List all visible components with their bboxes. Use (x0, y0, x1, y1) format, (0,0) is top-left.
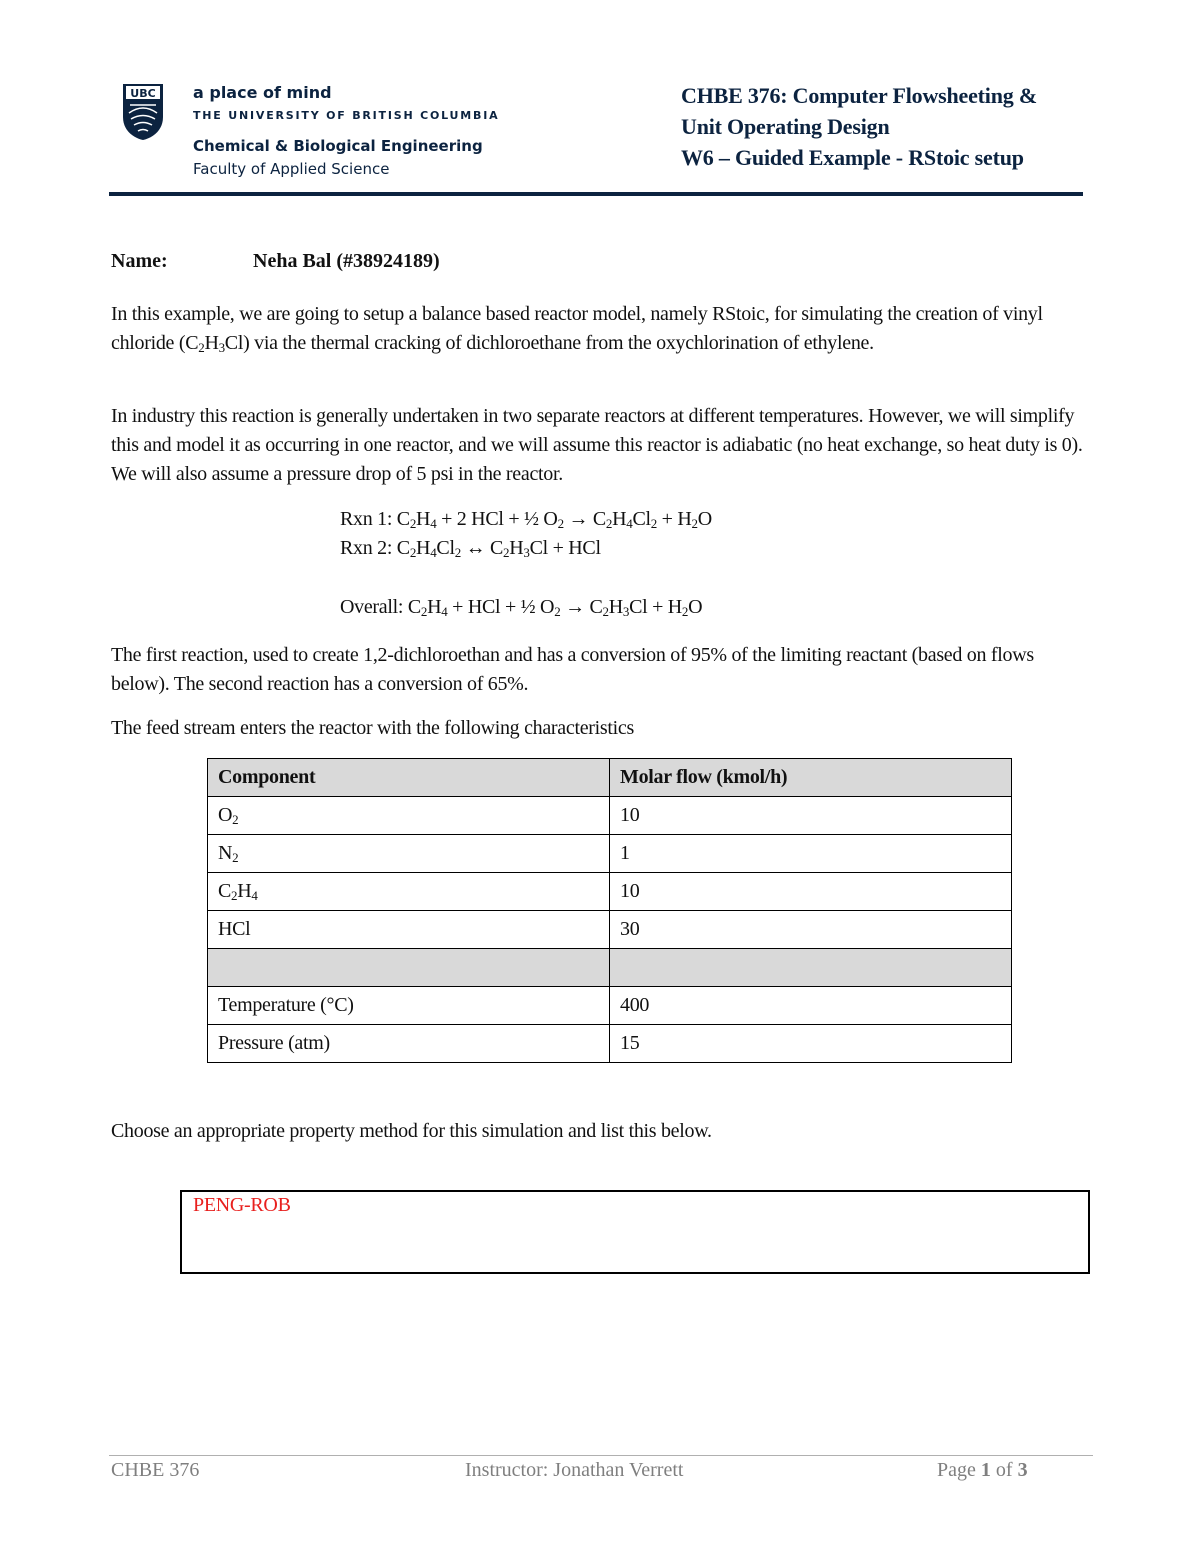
table-row (208, 835, 1012, 873)
intro-paragraph: In this example, we are going to setup a balance based reactor model, namely RStoic, for simulating the creation of vinyl chloride $(C_2H_3Cl)$ via the thermal cracking of dichloroethane from the oxychlorination of ethylene. (111, 303, 1043, 355)
table-row (208, 987, 1012, 1025)
industry-paragraph: In industry this reaction is generally undertaken in two separate reactors at different temperatures. However, we will simplify this and model it as occurring in one reactor, and we will assume this reactor is adiabatic (no heat exchange, so heat duty is 0). We will also assume a pressure drop of 5 psi in the reactor. (111, 405, 1083, 485)
reaction-1: Rxn 1: $C_2H_4 + 2$ HCl + ½ $O_2 \to C_2H_4Cl_2 + H_2O$ (340, 508, 712, 531)
name-label: Name: (111, 250, 168, 272)
table-header-row (208, 759, 1012, 797)
condition-value-cell: 15 (610, 1025, 1012, 1063)
feed-stream-table (207, 758, 1012, 1063)
university-name: THE UNIVERSITY OF BRITISH COLUMBIA (193, 109, 500, 122)
component-cell: HCl (208, 911, 610, 949)
overall-reaction: Overall: $C_2H_4$ + HCl + ½ $O_2 \to C_2H_3Cl + H_2O$ (340, 596, 703, 619)
component-cell: $C_2H_4$ (208, 873, 610, 911)
flow-cell: 10 (610, 873, 1012, 911)
condition-value-cell: 400 (610, 987, 1012, 1025)
component-cell: $N_2$ (208, 835, 610, 873)
footer-divider (109, 1455, 1093, 1456)
course-title-line-1: CHBE 376: Computer Flowsheeting & (681, 83, 1037, 108)
table-row (208, 797, 1012, 835)
logo-abbr: UBC (130, 87, 156, 100)
department-name: Chemical & Biological Engineering (193, 137, 483, 155)
component-cell: $O_2$ (208, 797, 610, 835)
feed-intro: The feed stream enters the reactor with the following characteristics (111, 717, 634, 739)
flow-cell: 10 (610, 797, 1012, 835)
answer-text: PENG-ROB (193, 1194, 291, 1216)
course-title-line-2: Unit Operating Design (681, 114, 890, 139)
conversion-paragraph: The first reaction, used to create 1,2-dichloroethan and has a conversion of 95% of the limiting reactant (based on flows below). The second reaction has a conversion of 65%. (111, 644, 1034, 695)
flow-cell: 1 (610, 835, 1012, 873)
table-row (208, 1025, 1012, 1063)
table-row (208, 873, 1012, 911)
table-row (208, 911, 1012, 949)
reaction-2: Rxn 2: $C_2H_4Cl_2$ ↔ $C_2H_3Cl$ + HCl (340, 537, 601, 560)
footer-instructor: Instructor: Jonathan Verrett (465, 1459, 684, 1481)
table-separator-row (208, 949, 1012, 987)
condition-cell: Temperature (°C) (208, 987, 610, 1025)
footer-page-number: Page 1 of 3 (937, 1459, 1028, 1481)
header-molar-flow: Molar flow (kmol/h) (610, 759, 1012, 797)
tagline: a place of mind (193, 83, 332, 102)
assignment-title: W6 – Guided Example - RStoic setup (681, 145, 1024, 170)
answer-box[interactable] (180, 1190, 1090, 1274)
header-divider (109, 192, 1083, 196)
footer-course: CHBE 376 (111, 1459, 200, 1481)
property-method-question: Choose an appropriate property method for this simulation and list this below. (111, 1120, 712, 1142)
condition-cell: Pressure (atm) (208, 1025, 610, 1063)
flow-cell: 30 (610, 911, 1012, 949)
student-name: Neha Bal (#38924189) (253, 250, 440, 272)
faculty-name: Faculty of Applied Science (193, 160, 390, 178)
header-component: Component (208, 759, 610, 797)
ubc-crest-logo (122, 83, 164, 141)
